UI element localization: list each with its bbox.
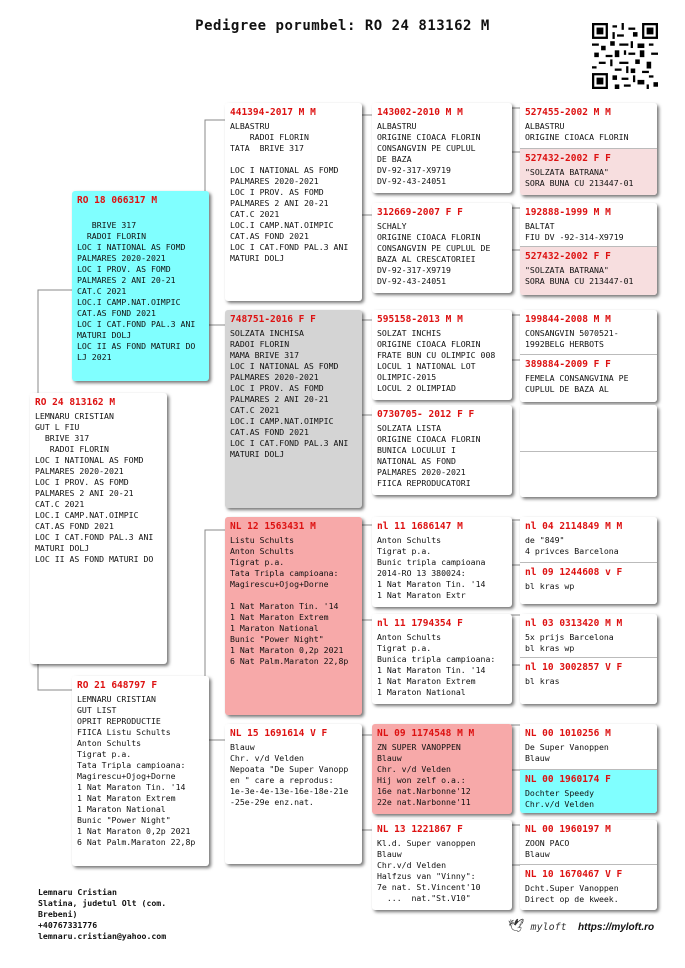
ancestor-pair-box	[520, 405, 657, 497]
grandparent-ring-number: 441394-2017 M M	[230, 107, 316, 118]
great-grandparent-card	[372, 517, 512, 607]
grandparent-details: ALBASTRU RADOI FLORIN TATA BRIVE 317 LOC I NATIONAL AS FOMD PALMARES 2020-2021 LOC I PROV. AS FOMD PALMARES 2 ANI 20-21 CAT.C 2021 LOC.I CAMP.NAT.OIMPIC CAT.AS FOND 2021 LOC I CAT.FOND PAL.3 ANI MATURI DOLJ	[230, 121, 349, 263]
dam-details: LEMNARU CRISTIAN GUT LIST OPRIT REPRODUCTIE FIICA Listu Schults Anton Schults Tigrat p.a. Tata Tripla campioana: Magirescu+Ojog+Dorne 1 Nat Maraton Tin. '14 1 Nat Maraton Extrem 1 Maraton National Bunic "Power Night" 1 Nat Maraton 0,2p 2021 6 Nat Palm.Maraton 22,8p	[77, 694, 196, 847]
ancestor-entry	[520, 517, 657, 562]
subject-pigeon-card	[30, 393, 167, 664]
ancestor-entry	[520, 203, 657, 246]
ancestor-ring-number: NL 10 1670467 V F	[525, 869, 623, 880]
ancestor-ring-number: nl 03 0313420 M M	[525, 618, 623, 629]
great-grandparent-ring-number: 312669-2007 F F	[377, 207, 463, 218]
ancestor-entry	[520, 657, 657, 704]
myloft-logo	[508, 919, 567, 934]
ancestor-details: FEMELA CONSANGVINA PE CUPLUL DE BAZA AL	[525, 373, 629, 394]
great-grandparent-card	[372, 820, 512, 910]
grandparent-ring-number: NL 15 1691614 V F	[230, 728, 328, 739]
great-grandparent-card	[372, 405, 512, 495]
great-grandparent-details: SCHALY ORIGINE CIOACA FLORIN CONSANGVIN PE CUPLUL DE BAZA AL CRESCATORIEI DV-92-317-X9719 DV-92-43-24051	[377, 221, 491, 286]
ancestor-entry	[520, 451, 657, 497]
ancestor-ring-number: 192888-1999 M M	[525, 207, 611, 218]
grandparent-card	[225, 517, 362, 715]
logo-text: myloft	[530, 922, 567, 933]
ancestor-entry	[520, 246, 657, 295]
ancestor-ring-number: nl 10 3002857 V F	[525, 662, 623, 673]
ancestor-ring-number	[520, 452, 657, 459]
dam-card	[72, 676, 209, 866]
ancestor-ring-number: 527455-2002 M M	[525, 107, 611, 118]
owner-contact: Lemnaru Cristian Slatina, judetul Olt (com. Brebeni) +40767331776 lemnaru.cristian@yahoo.com	[38, 887, 167, 941]
ancestor-details: Dochter Speedy Chr.v/d Velden	[525, 788, 595, 809]
ancestor-details: BALTAT FIU DV -92-314-X9719	[525, 221, 624, 242]
ancestor-pair-box	[520, 203, 657, 295]
great-grandparent-details: SOLZAT INCHIS ORIGINE CIOACA FLORIN FRATE BUN CU OLIMPIC 008 LOCUL 1 NATIONAL LOT OLIMPIC-2015 LOCUL 2 OLIMPIAD	[377, 328, 496, 393]
subject-ring-number: RO 24 813162 M	[35, 397, 116, 408]
ancestor-ring-number: NL 00 1960174 F	[525, 774, 611, 785]
great-grandparent-ring-number: NL 13 1221867 F	[377, 824, 463, 835]
great-grandparent-card	[372, 103, 512, 193]
ancestor-details: 5x prijs Barcelona bl kras wp	[525, 632, 614, 653]
page-title: Pedigree porumbel: RO 24 813162 M	[195, 18, 490, 34]
grandparent-ring-number: NL 12 1563431 M	[230, 521, 316, 532]
great-grandparent-details: Anton Schults Tigrat p.a. Bunic tripla campioana 2014-RO 13 380024: 1 Nat Maraton Tin. '14 1 Nat Maraton Extr	[377, 535, 486, 600]
pigeon-logo-icon: 🕊	[508, 919, 525, 934]
great-grandparent-card	[372, 203, 512, 293]
ancestor-ring-number: nl 09 1244608 v F	[525, 567, 623, 578]
ancestor-entry	[520, 354, 657, 402]
great-grandparent-card	[372, 310, 512, 400]
grandparent-card	[225, 103, 362, 301]
great-grandparent-details: ALBASTRU ORIGINE CIOACA FLORIN CONSANGVIN PE CUPLUL DE BAZA DV-92-317-X9719 DV-92-43-24051	[377, 121, 481, 186]
website-link[interactable]: https://myloft.ro	[578, 922, 655, 933]
great-grandparent-ring-number: 143002-2010 M M	[377, 107, 463, 118]
great-grandparent-ring-number: 595158-2013 M M	[377, 314, 463, 325]
ancestor-ring-number: 527432-2002 F F	[525, 251, 611, 262]
ancestor-entry	[520, 562, 657, 604]
sire-ring-number: RO 18 066317 M	[77, 195, 158, 206]
ancestor-entry	[520, 103, 657, 148]
great-grandparent-ring-number: nl 11 1794354 F	[377, 618, 463, 629]
ancestor-ring-number: 527432-2002 F F	[525, 153, 611, 164]
great-grandparent-ring-number: NL 09 1174548 M M	[377, 728, 475, 739]
ancestor-details: CONSANGVIN 5070521- 1992BELG HERBOTS	[525, 328, 619, 349]
ancestor-details: Dcht.Super Vanoppen Direct op de kweek.	[525, 883, 619, 904]
ancestor-details: "SOLZATA BATRANA" SORA BUNA CU 213447-01	[525, 167, 634, 188]
ancestor-details: bl kras	[525, 676, 560, 686]
ancestor-pair-box	[520, 310, 657, 402]
ancestor-ring-number	[520, 405, 657, 412]
great-grandparent-ring-number: 0730705- 2012 F F	[377, 409, 475, 420]
ancestor-pair-box	[520, 724, 657, 813]
grandparent-card	[225, 310, 362, 508]
ancestor-entry	[520, 820, 657, 864]
ancestor-entry	[520, 310, 657, 354]
ancestor-ring-number: NL 00 1010256 M	[525, 728, 611, 739]
ancestor-entry	[520, 614, 657, 657]
ancestor-entry	[520, 724, 657, 769]
ancestor-entry	[520, 769, 657, 813]
ancestor-pair-box	[520, 614, 657, 704]
ancestor-details: De Super Vanoppen Blauw	[525, 742, 609, 763]
ancestor-details: de "849" 4 privces Barcelona	[525, 535, 619, 556]
ancestor-details: "SOLZATA BATRANA" SORA BUNA CU 213447-01	[525, 265, 634, 286]
ancestor-pair-box	[520, 103, 657, 195]
grandparent-card	[225, 724, 362, 864]
sire-card	[72, 191, 209, 381]
ancestor-pair-box	[520, 517, 657, 604]
great-grandparent-details: ZN SUPER VANOPPEN Blauw Chr. v/d Velden Hij won zelf o.a.: 16e nat.Narbonne'12 22e nat.Narbonne'11	[377, 742, 471, 807]
ancestor-ring-number: 389884-2009 F F	[525, 359, 611, 370]
ancestor-details: ALBASTRU ORIGINE CIOACA FLORIN	[525, 121, 629, 142]
great-grandparent-card	[372, 724, 512, 814]
ancestor-ring-number: nl 04 2114849 M M	[525, 521, 623, 532]
ancestor-entry	[520, 405, 657, 451]
subject-details: LEMNARU CRISTIAN GUT L FIU BRIVE 317 RADOI FLORIN LOC I NATIONAL AS FOMD PALMARES 2020-2021 LOC I PROV. AS FOMD PALMARES 2 ANI 20-21 CAT.C 2021 LOC.I CAMP.NAT.OIMPIC CAT.AS FOND 2021 LOC I CAT.FOND PAL.3 ANI MATURI DOLJ LOC II AS FOND MATURI DO	[35, 411, 154, 564]
grandparent-ring-number: 748751-2016 F F	[230, 314, 316, 325]
ancestor-pair-box	[520, 820, 657, 910]
grandparent-details: Blauw Chr. v/d Velden Nepoata "De Super Vanopp en " care a reprodus: 1e-3e-4e-13e-16e-18e-21e -25e-29e enz.nat.	[230, 742, 349, 807]
great-grandparent-card	[372, 614, 512, 704]
ancestor-entry	[520, 148, 657, 195]
sire-details: BRIVE 317 RADOI FLORIN LOC I NATIONAL AS FOMD PALMARES 2020-2021 LOC I PROV. AS FOMD PALMARES 2 ANI 20-21 CAT.C 2021 LOC.I CAMP.NAT.OIMPIC CAT.AS FOND 2021 LOC I CAT.FOND PAL.3 ANI MATURI DOLJ LOC II AS FOND MATURI DO LJ 2021	[77, 220, 196, 362]
great-grandparent-ring-number: nl 11 1686147 M	[377, 521, 463, 532]
ancestor-details: bl kras wp	[525, 581, 575, 591]
grandparent-details: Listu Schults Anton Schults Tigrat p.a. Tata Tripla campioana: Magirescu+Ojog+Dorne 1 Nat Maraton Tin. '14 1 Nat Maraton Extrem 1 Maraton National Bunic "Power Night" 1 Nat Maraton 0,2p 2021 6 Nat Palm.Maraton 22,8p	[230, 535, 349, 666]
ancestor-entry	[520, 864, 657, 910]
dam-ring-number: RO 21 648797 F	[77, 680, 158, 691]
great-grandparent-details: SOLZATA LISTA ORIGINE CIOACA FLORIN BUNICA LOCULUI I NATIONAL AS FOND PALMARES 2020-2021 FIICA REPRODUCATORI	[377, 423, 481, 488]
great-grandparent-details: Kl.d. Super vanoppen Blauw Chr.v/d Velden Halfzus van "Vinny": 7e nat. St.Vincent'10 ... nat."St.V10"	[377, 838, 481, 903]
great-grandparent-details: Anton Schults Tigrat p.a. Bunica tripla campioana: 1 Nat Maraton Tin. '14 1 Nat Maraton Extrem 1 Maraton National	[377, 632, 496, 697]
ancestor-details: ZOON PACO Blauw	[525, 838, 570, 859]
grandparent-details: SOLZATA INCHISA RADOI FLORIN MAMA BRIVE 317 LOC I NATIONAL AS FOMD PALMARES 2020-2021 LOC I PROV. AS FOMD PALMARES 2 ANI 20-21 CAT.C 2021 LOC.I CAMP.NAT.OIMPIC CAT.AS FOND 2021 LOC I CAT.FOND PAL.3 ANI MATURI DOLJ	[230, 328, 349, 459]
ancestor-ring-number: 199844-2008 M M	[525, 314, 611, 325]
ancestor-ring-number: NL 00 1960197 M	[525, 824, 611, 835]
